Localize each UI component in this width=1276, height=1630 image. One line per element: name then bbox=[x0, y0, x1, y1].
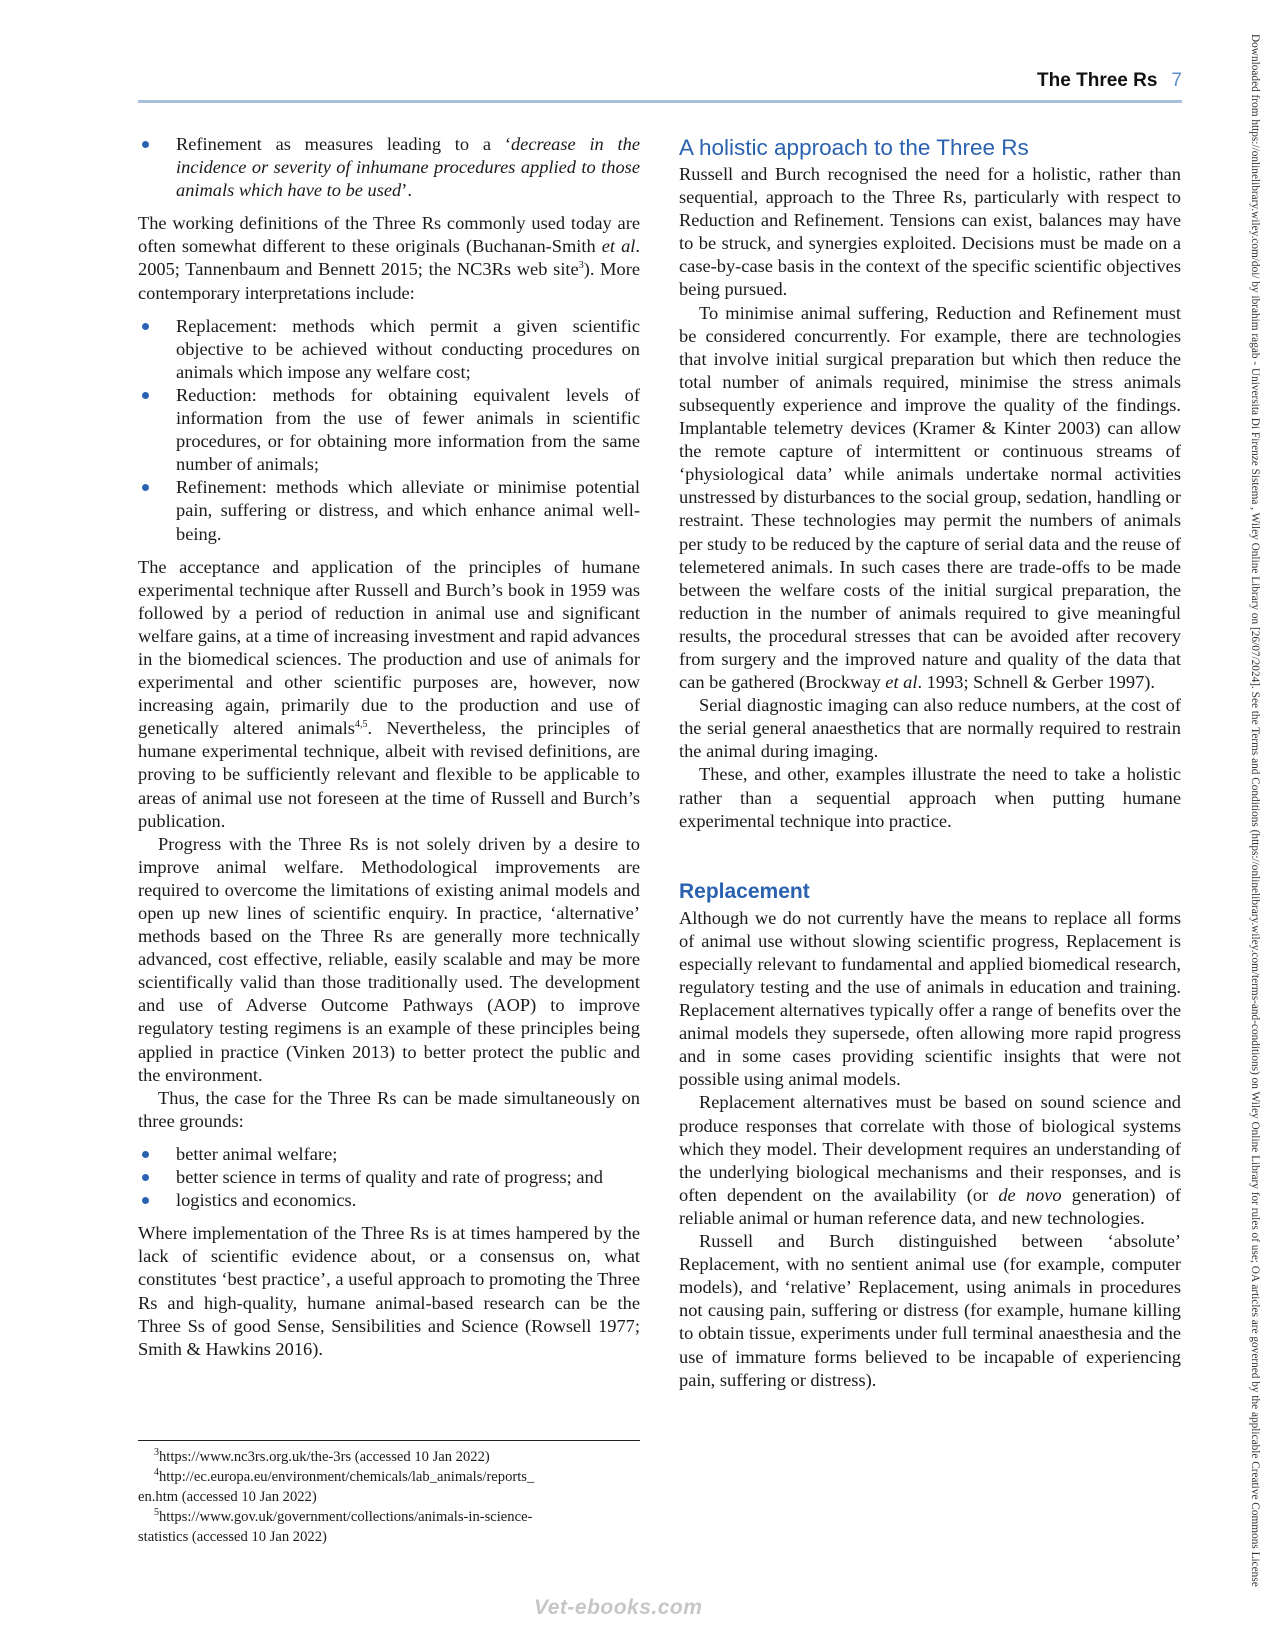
grounds-list bbox=[138, 1143, 640, 1212]
list-item: Refinement as measures leading to a ‘decrease in the incidence or severity of inhumane procedures applied to those animals which have to be used’. bbox=[138, 133, 640, 202]
left-column bbox=[138, 133, 640, 1361]
paragraph: To minimise animal suffering, Reduction and Refinement must be considered concurrently. For example, there are technologies that involve initial surgical preparation but which then reduce the total number of animals required, minimise the stress animals subsequently experience and improve the quality of the findings. Implantable telemetry devices (Kramer & Kinter 2003) can allow the remote capture of intermittent or continuous streams of ‘physiological data’ while animals undertake normal activities unstressed by disturbances to the social group, sedation, handling or restraint. These technologies may permit the numbers of animals per study to be reduced by the capture of serial data and the reuse of telemetered animals. In such cases there are trade-offs to be made between the welfare costs of the initial surgical preparation, the reduction in the number of animals required to give meaningful results, the procedural stresses that can be avoided after recovery from surgery and the improved nature and quality of the data that can be gathered (Brockway et al. 1993; Schnell & Gerber 1997). bbox=[679, 302, 1181, 693]
footnote: $^4$http://ec.europa.eu/environment/chemicals/lab_animals/reports_ bbox=[154, 1467, 535, 1485]
header-rule bbox=[138, 100, 1182, 103]
section-heading-replacement: Replacement bbox=[679, 879, 810, 903]
running-head-title: The Three Rs bbox=[1037, 70, 1158, 91]
list-item: Refinement: methods which alleviate or minimise potential pain, suffering or distress, and which enhance animal well-being. bbox=[138, 476, 640, 545]
download-notice: Downloaded from https://onlinelibrary.wiley.com/doi/ by ibrahim ragab - Universita Di Firenze Sistema , Wiley Online Library on [26/07/2024]. See the Terms and Conditions (https://onlinelibrary.wiley.com/terms-and-conditions) on Wiley Online Library for rules of use; OA articles are governed by the applicable Creative Commons License bbox=[1249, 34, 1261, 1587]
list-item: better animal welfare; bbox=[138, 1143, 640, 1166]
footnotes bbox=[138, 1440, 640, 1547]
paragraph: Serial diagnostic imaging can also reduce numbers, at the cost of the serial general anaesthetics that are normally required to restrain the animal during imaging. bbox=[679, 695, 1181, 762]
paragraph: Although we do not currently have the means to replace all forms of animal use without slowing scientific progress, Replacement is especially relevant to fundamental and applied biomedical research, regulatory testing and the use of animals in education and training. Replacement alternatives typically offer a range of benefits over the animal models they supersede, often allowing more rapid progress and in some cases providing scientific insights that were not possible using animal models. bbox=[679, 907, 1181, 1090]
list-item: Replacement: methods which permit a given scientific objective to be achieved without conducting procedures on animals which impose any welfare cost; bbox=[138, 315, 640, 384]
paragraph: Russell and Burch recognised the need for a holistic, rather than sequential, approach to the Three Rs, particularly with respect to Reduction and Refinement. Tensions can exist, balances may have to be struck, and synergies exploited. Decisions must be made on a case-by-case basis in the context of the specific scientific objectives being pursued. bbox=[679, 164, 1181, 300]
page-number: 7 bbox=[1171, 70, 1182, 91]
paragraph: Where implementation of the Three Rs is at times hampered by the lack of scientific evidence about, or a consensus on, what constitutes ‘best practice’, a useful approach to promoting the Three Rs and high-quality, humane animal-based research can be the Three Ss of good Sense, Sensibilities and Science (Rowsell 1977; Smith & Hawkins 2016). bbox=[138, 1223, 640, 1359]
paragraph: Progress with the Three Rs is not solely driven by a desire to improve animal welfare. Methodological improvements are required to overcome the limitations of existing animal models and open up new lines of scientific enquiry. In practice, ‘alternative’ methods based on the Three Rs are generally more technically advanced, cost effective, reliable, easily scalable and may be more scientifically valid than those traditionally used. The development and use of Adverse Outcome Pathways (AOP) to improve regulatory testing regimens is an example of these principles being applied in practice (Vinken 2013) to better protect the public and the environment. bbox=[138, 833, 640, 1085]
right-column bbox=[679, 133, 1181, 1392]
bullet-icon bbox=[142, 484, 149, 491]
paragraph: The working definitions of the Three Rs commonly used today are often somewhat different to these originals (Buchanan-Smith et al. 2005; Tannenbaum and Bennett 2015; the NC3Rs web site$^3$). More contemporary interpretations include: bbox=[138, 213, 641, 303]
footnote-continued: en.htm (accessed 10 Jan 2022) bbox=[138, 1489, 317, 1505]
running-head bbox=[138, 70, 1182, 98]
bullet-icon bbox=[142, 141, 149, 148]
bullet-icon bbox=[142, 392, 149, 399]
paragraph: These, and other, examples illustrate the need to take a holistic rather than a sequential approach when putting humane experimental technique into practice. bbox=[679, 764, 1181, 831]
section-heading-holistic: A holistic approach to the Three Rs bbox=[679, 135, 1029, 160]
bullet-icon bbox=[142, 1197, 149, 1204]
footnote-link[interactable]: http://ec.europa.eu/environment/chemicals/lab_animals/reports_ bbox=[159, 1469, 535, 1485]
paragraph: Thus, the case for the Three Rs can be made simultaneously on three grounds: bbox=[138, 1087, 640, 1131]
footnote-link[interactable]: https://www.nc3rs.org.uk/the-3rs (accessed 10 Jan 2022) bbox=[159, 1449, 490, 1465]
bullet-icon bbox=[142, 1151, 149, 1158]
paragraph: Russell and Burch distinguished between ‘absolute’ Replacement, with no sentient animal use (for example, computer models), and ‘relative’ Replacement, using animals in procedures not causing pain, suffering or distress (for example, humane killing to obtain tissue, experiments under full terminal anaesthesia and the use of immature forms believed to be incapable of experiencing pain, suffering or distress). bbox=[679, 1231, 1181, 1390]
list-item: better science in terms of quality and rate of progress; and bbox=[138, 1166, 640, 1189]
footnote-link[interactable]: https://www.gov.uk/government/collections/animals-in-science- bbox=[159, 1509, 533, 1525]
bullet-icon bbox=[142, 323, 149, 330]
footnote-ref[interactable]: 4,5 bbox=[354, 719, 368, 731]
watermark-logo: Vet-ebooks.com bbox=[534, 1596, 703, 1619]
list-item: Reduction: methods for obtaining equivalent levels of information from the use of fewer animals in scientific procedures, or for obtaining more information from the same number of animals; bbox=[138, 384, 640, 476]
footnote-ref[interactable]: 3 bbox=[578, 260, 584, 272]
paragraph: The acceptance and application of the principles of humane experimental technique after Russell and Burch’s book in 1959 was followed by a period of reduction in animal use and significant welfare gains, at a time of increasing investment and rapid advances in the biomedical sciences. The production and use of animals for experimental and other scientific purposes are, however, now increasing again, primarily due to the production and use of genetically altered animals$^{4,5}$. Nevertheless, the principles of humane experimental technique, albeit with revised definitions, are proving to be sufficiently relevant and flexible to be applicable to areas of animal use not foreseen at the time of Russell and Burch’s publication. bbox=[138, 556, 640, 831]
footnote: $^3$https://www.nc3rs.org.uk/the-3rs (accessed 10 Jan 2022) bbox=[154, 1447, 490, 1465]
original-definition-list bbox=[138, 133, 640, 202]
paragraph: Replacement alternatives must be based on sound science and produce responses that correlate with those of biological systems which they model. Their development requires an understanding of the underlying biological mechanisms and their responses, and is often dependent on the availability (or de novo generation) of reliable animal or human reference data, and new technologies. bbox=[679, 1092, 1181, 1228]
list-item: logistics and economics. bbox=[138, 1189, 640, 1212]
bullet-icon bbox=[142, 1174, 149, 1181]
footnote-continued: statistics (accessed 10 Jan 2022) bbox=[138, 1529, 327, 1545]
definitions-list bbox=[138, 315, 640, 546]
footnote: $^5$https://www.gov.uk/government/collections/animals-in-science- bbox=[154, 1507, 533, 1525]
